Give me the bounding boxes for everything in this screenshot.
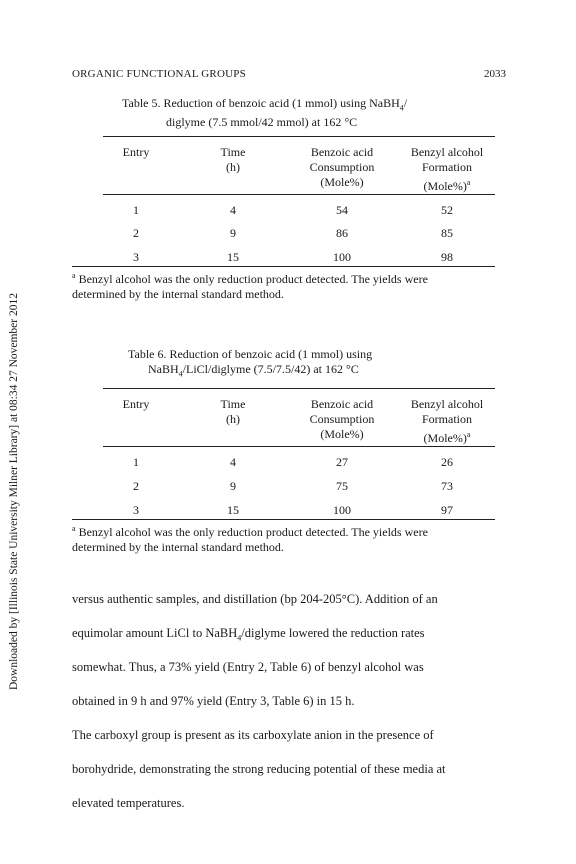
- table5-header-formation: Benzyl alcohol Formation (Mole%)$^a$: [410, 145, 484, 193]
- table6-cell-formation: 26: [441, 455, 453, 469]
- table6-header-entry: Entry: [122, 397, 150, 411]
- table6-caption: [128, 347, 372, 381]
- table5-cell-time: 15: [227, 250, 239, 264]
- table5-cell-consumption: 86: [336, 226, 348, 240]
- table6-cell-formation: 73: [441, 479, 453, 493]
- table5-cell-time: 9: [230, 226, 236, 240]
- table6-top-rule: [103, 388, 495, 389]
- table6-cell-time: 4: [230, 455, 236, 469]
- table5-header-rule: [103, 194, 495, 195]
- table5-caption: [122, 96, 407, 130]
- table6-cell-entry: 3: [133, 503, 139, 517]
- table5-caption-line2: diglyme (7.5 mmol/42 mmol) at 162 °C: [166, 115, 358, 130]
- body-paragraph-line: elevated temperatures.: [72, 796, 185, 810]
- table5-cell-formation: 85: [441, 226, 453, 240]
- body-paragraph-line: obtained in 9 h and 97% yield (Entry 3, Table 6) in 15 h.: [72, 694, 355, 708]
- body-paragraph-line: The carboxyl group is present as its carboxylate anion in the presence of: [72, 728, 434, 742]
- table5-cell-entry: 3: [133, 250, 139, 264]
- table6-header-rule: [103, 446, 495, 447]
- table5-cell-consumption: 100: [333, 250, 351, 264]
- table5-footnote: $^a$ Benzyl alcohol was the only reduction product detected. The yields were determined by the internal standard method.: [72, 271, 428, 301]
- body-paragraph-line: equimolar amount LiCl to NaBH$_4$/diglyme lowered the reduction rates: [72, 626, 425, 643]
- table6-header-formation: Benzyl alcohol Formation (Mole%)$^a$: [410, 397, 484, 445]
- table6-cell-entry: 2: [133, 479, 139, 493]
- body-paragraph-line: borohydride, demonstrating the strong reducing potential of these media at: [72, 762, 446, 776]
- table6-footnote: $^a$ Benzyl alcohol was the only reduction product detected. The yields were determined by the internal standard method.: [72, 524, 428, 554]
- table6-cell-consumption: 100: [333, 503, 351, 517]
- table5-header-consumption: Benzoic acid Consumption (Mole%): [309, 145, 375, 189]
- table5-cell-formation: 98: [441, 250, 453, 264]
- table6-bottom-rule: [72, 519, 495, 520]
- table6-cell-formation: 97: [441, 503, 453, 517]
- table5-bottom-rule: [72, 266, 495, 267]
- download-watermark: Downloaded by [Illinois State University Milner Library] at 08:34 27 November 2012: [8, 293, 20, 690]
- table5-cell-entry: 1: [133, 203, 139, 217]
- table5-cell-time: 4: [230, 203, 236, 217]
- page-number: 2033: [484, 68, 506, 80]
- table6-header-time: Time (h): [220, 397, 246, 426]
- table6-header-consumption: Benzoic acid Consumption (Mole%): [309, 397, 375, 441]
- table6-cell-entry: 1: [133, 455, 139, 469]
- body-paragraph-line: somewhat. Thus, a 73% yield (Entry 2, Table 6) of benzyl alcohol was: [72, 660, 424, 674]
- table5-top-rule: [103, 136, 495, 137]
- table6-cell-consumption: 27: [336, 455, 348, 469]
- table5-cell-consumption: 54: [336, 203, 348, 217]
- table5-cell-entry: 2: [133, 226, 139, 240]
- table6-caption-line2: NaBH$_4$/LiCl/diglyme (7.5/7.5/42) at 162 °C: [148, 362, 359, 379]
- table6-caption-line1: Table 6. Reduction of benzoic acid (1 mmol) using: [128, 347, 373, 361]
- table5-caption-line1: Table 5. Reduction of benzoic acid (1 mmol) using NaBH$_4$/: [122, 96, 408, 113]
- running-title: ORGANIC FUNCTIONAL GROUPS: [72, 68, 246, 80]
- body-paragraph-line: versus authentic samples, and distillation (bp 204-205°C). Addition of an: [72, 592, 438, 606]
- table5-header-entry: Entry: [122, 145, 150, 159]
- table6-cell-consumption: 75: [336, 479, 348, 493]
- table5-cell-formation: 52: [441, 203, 453, 217]
- table5-header-time: Time (h): [220, 145, 246, 174]
- table6-cell-time: 15: [227, 503, 239, 517]
- table6-cell-time: 9: [230, 479, 236, 493]
